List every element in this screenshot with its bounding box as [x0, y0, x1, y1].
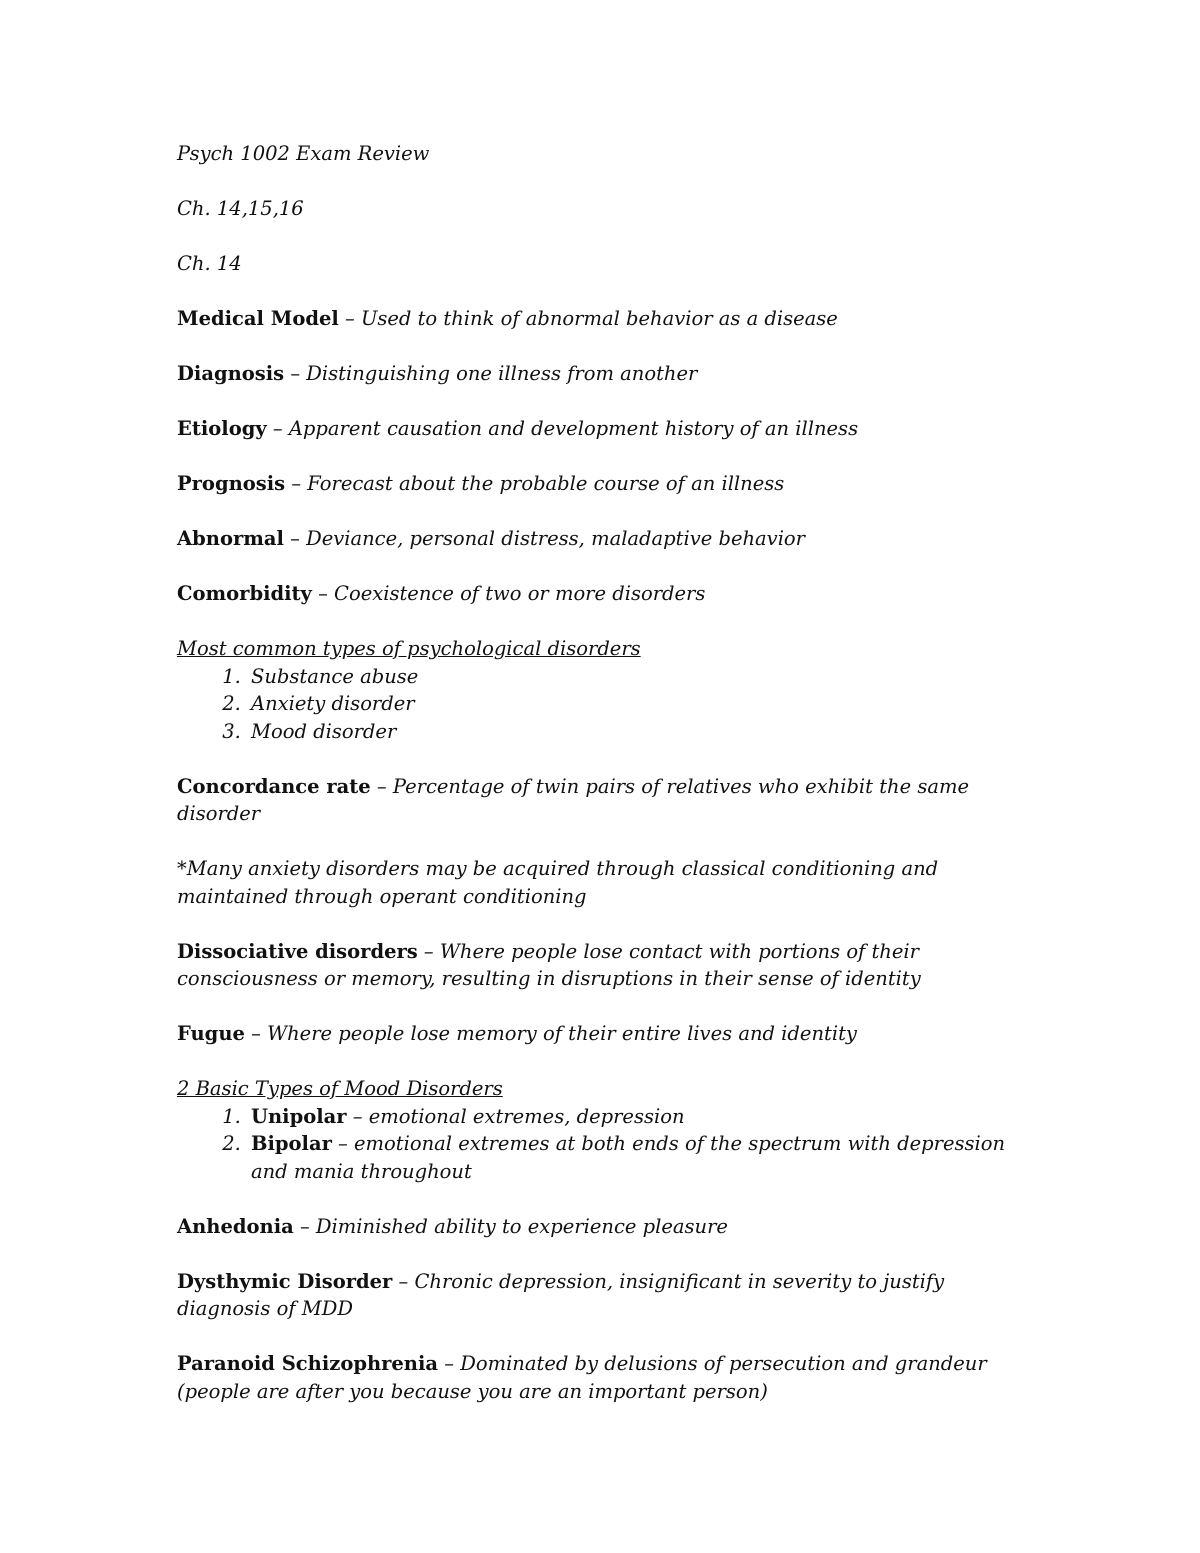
definition: Diminished ability to experience pleasure — [315, 1214, 728, 1238]
term: Paranoid Schizophrenia — [177, 1352, 439, 1375]
list-item: 3. Mood disorder — [247, 718, 1007, 746]
list-item — [247, 1130, 1007, 1185]
term: Comorbidity — [177, 582, 312, 605]
separator: – — [293, 1214, 316, 1238]
separator: – — [438, 1352, 461, 1375]
list-item: 1. Substance abuse — [247, 663, 1007, 691]
definition-abnormal — [177, 525, 1007, 553]
definition-anhedonia — [177, 1213, 1007, 1241]
list-item: 2. Anxiety disorder — [247, 690, 1007, 718]
mood-disorders-list — [177, 1103, 1007, 1186]
separator: – — [417, 939, 440, 963]
term: Bipolar — [251, 1132, 332, 1155]
definition: Deviance, personal distress, maladaptive behavior — [306, 527, 805, 550]
document-title: Psych 1002 Exam Review — [177, 142, 430, 165]
separator: – — [370, 774, 393, 798]
separator: – — [311, 582, 335, 605]
term: Abnormal — [177, 527, 284, 550]
definition-prognosis — [177, 470, 1007, 498]
term: Anhedonia — [177, 1214, 294, 1238]
definition: Percentage of twin pairs of relatives who exhibit the same disorder — [177, 774, 970, 825]
separator: – — [392, 1269, 415, 1293]
term: Diagnosis — [177, 362, 285, 385]
definition: emotional extremes, depression — [368, 1104, 685, 1128]
definition: Used to think of abnormal behavior as a disease — [360, 307, 838, 330]
term: Fugue — [177, 1022, 245, 1045]
separator: – — [284, 362, 307, 385]
term: Dysthymic Disorder — [177, 1269, 393, 1293]
separator: – — [283, 527, 307, 550]
definition-comorbidity — [177, 580, 1007, 608]
definition: Chronic depression, insignificant in severity to justify diagnosis of MDD — [177, 1269, 945, 1320]
term: Prognosis — [177, 472, 286, 495]
list-item — [247, 1103, 1007, 1131]
definition-paranoid-schizophrenia — [177, 1350, 1007, 1405]
definition-etiology — [177, 415, 1007, 443]
term: Concordance rate — [177, 774, 371, 798]
definition: Dominated by delusions of persecution and grandeur (people are after you because you are an important person) — [177, 1352, 987, 1403]
term: Unipolar — [251, 1104, 347, 1128]
chapter-range: Ch. 14,15,16 — [177, 197, 304, 220]
definition-fugue — [177, 1020, 1007, 1048]
definition: Forecast about the probable course of an illness — [307, 472, 785, 495]
definition: Where people lose memory of their entire lives and identity — [267, 1022, 857, 1045]
term: Dissociative disorders — [177, 939, 418, 963]
definition-medical-model — [177, 305, 1007, 333]
separator: – — [346, 1104, 369, 1128]
separator: – — [266, 417, 289, 440]
term: Etiology — [177, 417, 267, 440]
definition: Coexistence of two or more disorders — [334, 582, 706, 605]
document-body — [177, 140, 1007, 1433]
definition: Distinguishing one illness from another — [306, 362, 698, 385]
separator: – — [331, 1132, 355, 1155]
separator: – — [244, 1022, 268, 1045]
definition: emotional extremes at both ends of the spectrum with depression and mania throughout — [251, 1132, 1006, 1183]
definition-dissociative-disorders — [177, 938, 1007, 993]
common-disorders-list — [177, 663, 1007, 746]
term: Medical Model — [177, 307, 339, 330]
definition-diagnosis — [177, 360, 1007, 388]
definition-dysthymic-disorder — [177, 1268, 1007, 1323]
definition-concordance-rate — [177, 773, 1007, 828]
separator: – — [285, 472, 308, 495]
definition: Apparent causation and development history of an illness — [288, 417, 859, 440]
separator: – — [338, 307, 361, 330]
mood-disorders-heading: 2 Basic Types of Mood Disorders — [177, 1077, 503, 1100]
common-disorders-heading: Most common types of psychological disorders — [177, 637, 641, 660]
definition: Where people lose contact with portions of their consciousness or memory, resulting in disruptions in their sense of identity — [177, 939, 921, 990]
anxiety-note: *Many anxiety disorders may be acquired through classical conditioning and maintained through operant conditioning — [177, 857, 939, 908]
chapter-heading: Ch. 14 — [177, 252, 242, 275]
